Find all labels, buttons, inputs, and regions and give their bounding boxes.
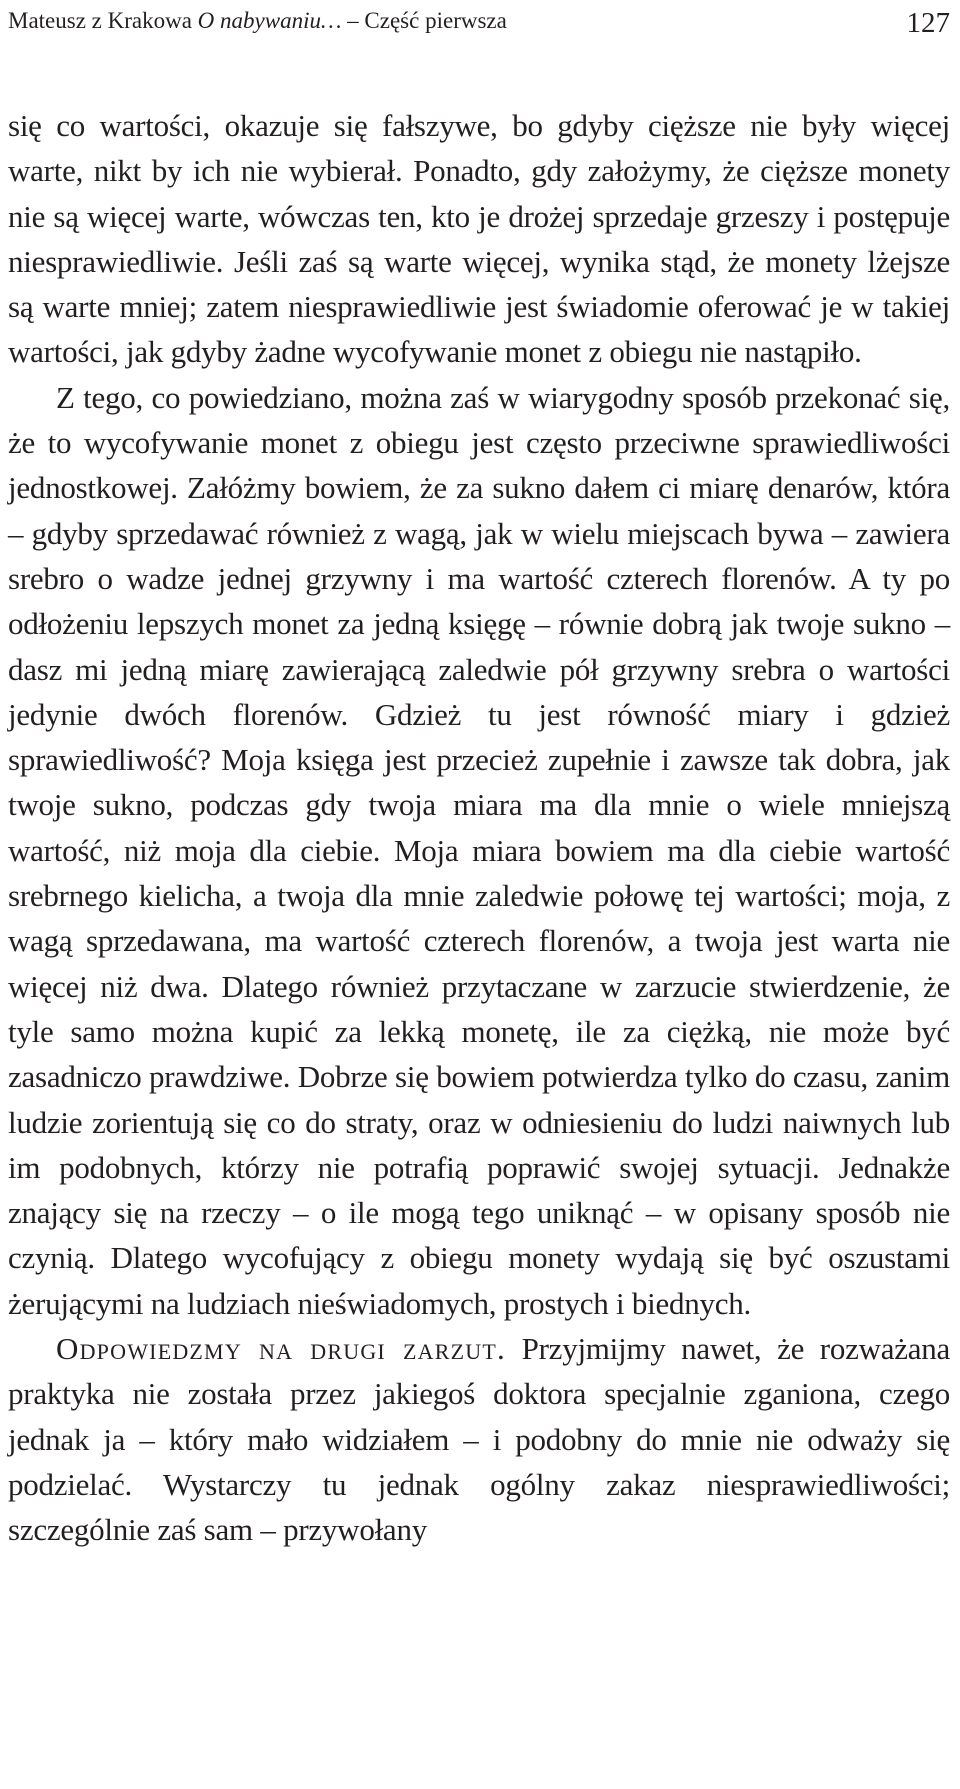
running-head-title: O nabywaniu… <box>197 8 342 33</box>
running-head-part: Część pierwsza <box>364 8 507 33</box>
running-head-author: Mateusz z Krakowa <box>8 8 192 33</box>
paragraph-3-lead: Odpowiedzmy na drugi zarzut. <box>56 1331 506 1367</box>
running-head-text <box>8 4 507 38</box>
body-text <box>8 103 950 1553</box>
page-number: 127 <box>906 7 950 39</box>
paragraph-1: się co wartości, okazuje się fałszywe, bo gdyby cięższe nie były więcej warte, nikt by ich nie wybierał. Ponadto, gdy założymy, że cięższe monety nie są więcej warte, wówczas ten, kto je drożej sprzedaje grzeszy i postępuje niesprawiedliwie. Jeśli zaś są warte więcej, wynika stąd, że monety lżejsze są warte mniej; zatem niesprawiedliwie jest świadomie oferować je w takiej wartości, jak gdyby żadne wycofywanie monet z obiegu nie nastąpiło. <box>8 108 950 370</box>
running-head <box>8 4 950 38</box>
running-head-separator: – <box>347 8 359 33</box>
paragraph-3 <box>8 1326 950 1552</box>
paragraph-3-text: Przyjmijmy nawet, że rozważana praktyka nie została przez jakiegoś doktora specjalnie zganiona, czego jednak ja – który mało widziałem – i podobny do mnie nie odważy się podzielać. Wystarczy tu jednak ogólny zakaz niesprawiedliwości; szczególnie zaś sam – przywołany <box>8 1331 950 1548</box>
paragraph-2: Z tego, co powiedziano, można zaś w wiarygodny sposób przekonać się, że to wycofywanie monet z obiegu jest często przeciwne sprawiedliwości jednostkowej. Załóżmy bowiem, że za sukno dałem ci miarę denarów, która – gdyby sprzedawać również z wagą, jak w wielu miejscach bywa – zawiera srebro o wadze jednej grzywny i ma wartość czterech florenów. A ty po odłożeniu lepszych monet za jedną księgę – równie dobrą jak twoje sukno – dasz mi jedną miarę zawierającą zaledwie pół grzywny srebra o wartości jedynie dwóch florenów. Gdzież tu jest równość miary i gdzież sprawiedliwość? Moja księga jest przecież zupełnie i zawsze tak dobra, jak twoje sukno, podczas gdy twoja miara ma dla mnie o wiele mniejszą wartość, niż moja dla ciebie. Moja miara bowiem ma dla ciebie wartość srebrnego kielicha, a twoja dla mnie zaledwie połowę tej wartości; moja, z wagą sprzedawana, ma wartość czterech florenów, a twoja jest warta nie więcej niż dwa. Dlatego również przytaczane w zarzucie stwierdzenie, że tyle samo można kupić za lekką monetę, ile za ciężką, nie może być zasadniczo prawdziwe. Dobrze się bowiem potwierdza tylko do czasu, zanim ludzie zorientują się co do straty, oraz w odniesieniu do ludzi naiwnych lub im podobnych, którzy nie potrafią poprawić swojej sytuacji. Jednakże znający się na rzeczy – o ile mogą tego uniknąć – w opisany sposób nie czynią. Dlatego wycofujący z obiegu monety wydają się być oszustami żerującymi na ludziach nieświadomych, prostych i biednych. <box>8 379 950 1321</box>
